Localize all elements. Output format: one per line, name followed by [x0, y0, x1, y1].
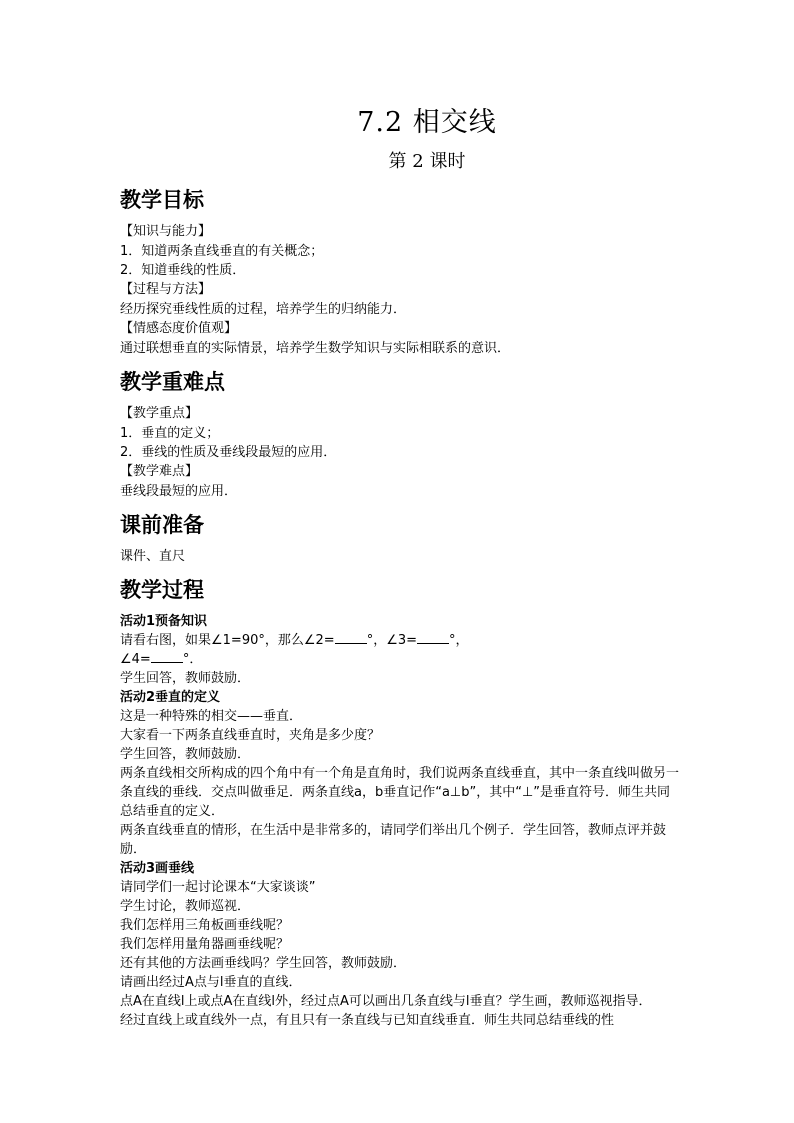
section-key-points [120, 368, 680, 501]
section-heading-key: 教学重难点 [120, 369, 225, 394]
activity-text: 两条直线垂直的情形，在生活中是非常多的，请同学们举出几个例子．学生回答，教师点评并鼓励． [120, 823, 667, 857]
page-title: 7.2 相交线 [357, 107, 497, 138]
section-heading-prep: 课前准备 [120, 512, 204, 537]
activity-text: 学生回答，教师鼓励． [120, 747, 251, 762]
section-preparation [120, 511, 680, 566]
activity-text: 学生回答，教师鼓励． [120, 671, 251, 686]
text-segment: °． [182, 652, 203, 667]
activity-text: 请同学们一起讨论课本“大家谈谈” [120, 880, 316, 895]
focus-item: 2．垂线的性质及垂线段最短的应用． [120, 445, 337, 460]
activity-text: 经过直线上或直线外一点，有且只有一条直线与已知直线垂直．师生共同总结垂线的性 [120, 1013, 615, 1028]
activity-1-question [120, 631, 680, 650]
goal-item: 1．知道两条直线垂直的有关概念； [120, 244, 324, 259]
text-segment: °，∠3= [366, 633, 418, 648]
label-process-method: 【过程与方法】 [120, 282, 212, 297]
activity-text: 还有其他的方法画垂线吗？学生回答，教师鼓励． [120, 956, 407, 971]
activity-text: 我们怎样用三角板画垂线呢？ [120, 918, 290, 933]
label-knowledge: 【知识与能力】 [120, 224, 212, 239]
activity-text: 我们怎样用量角器画垂线呢？ [120, 937, 290, 952]
difficulty-item: 垂线段最短的应用． [120, 484, 238, 499]
text-segment: °， [449, 633, 469, 648]
section-heading-process: 教学过程 [120, 577, 204, 602]
page-subtitle: 第 2 课时 [388, 151, 466, 172]
activity-text: 大家看一下两条直线垂直时，夹角是多少度？ [120, 728, 381, 743]
label-difficulty: 【教学难点】 [120, 464, 199, 479]
activity-text: 点A在直线l上或点A在直线l外，经过点A可以画出几条直线与l垂直？学生画，教师巡视指导． [120, 994, 652, 1009]
section-goals [120, 186, 680, 358]
section-heading-goals: 教学目标 [120, 187, 204, 212]
goal-item: 2．知道垂线的性质． [120, 263, 246, 278]
section-process [120, 576, 680, 1030]
answer-blank [417, 631, 449, 644]
activity-1-question-cont [120, 650, 680, 669]
text-segment: 请看右图，如果∠1=90°，那么∠2= [120, 633, 335, 648]
activity-text: 请画出经过A点与l垂直的直线． [120, 975, 302, 990]
prep-text: 课件、直尺 [120, 549, 186, 564]
focus-item: 1．垂直的定义； [120, 426, 220, 441]
activity-3-title: 活动3画垂线 [120, 861, 195, 876]
activity-text: 学生讨论，教师巡视． [120, 899, 251, 914]
activity-2-title: 活动2垂直的定义 [120, 690, 221, 705]
activity-text: 这是一种特殊的相交——垂直． [120, 709, 303, 724]
activity-1-title: 活动1预备知识 [120, 614, 208, 629]
answer-blank [335, 631, 367, 644]
answer-blank [151, 650, 183, 663]
document-body [120, 186, 680, 1040]
goal-item: 经历探究垂线性质的过程，培养学生的归纳能力． [120, 302, 407, 317]
label-focus: 【教学重点】 [120, 406, 199, 421]
goal-item: 通过联想垂直的实际情景，培养学生数学知识与实际相联系的意识． [120, 341, 511, 356]
activity-text: 两条直线相交所构成的四个角中有一个角是直角时，我们说两条直线垂直，其中一条直线叫做另一条直线的垂线．交点叫做垂足．两条直线a，b垂直记作“a⊥b”，其中“⊥”是垂直符号．师生共同总结垂直的定义． [120, 766, 680, 819]
text-segment: ∠4= [120, 652, 151, 667]
label-emotion: 【情感态度价值观】 [120, 321, 238, 336]
